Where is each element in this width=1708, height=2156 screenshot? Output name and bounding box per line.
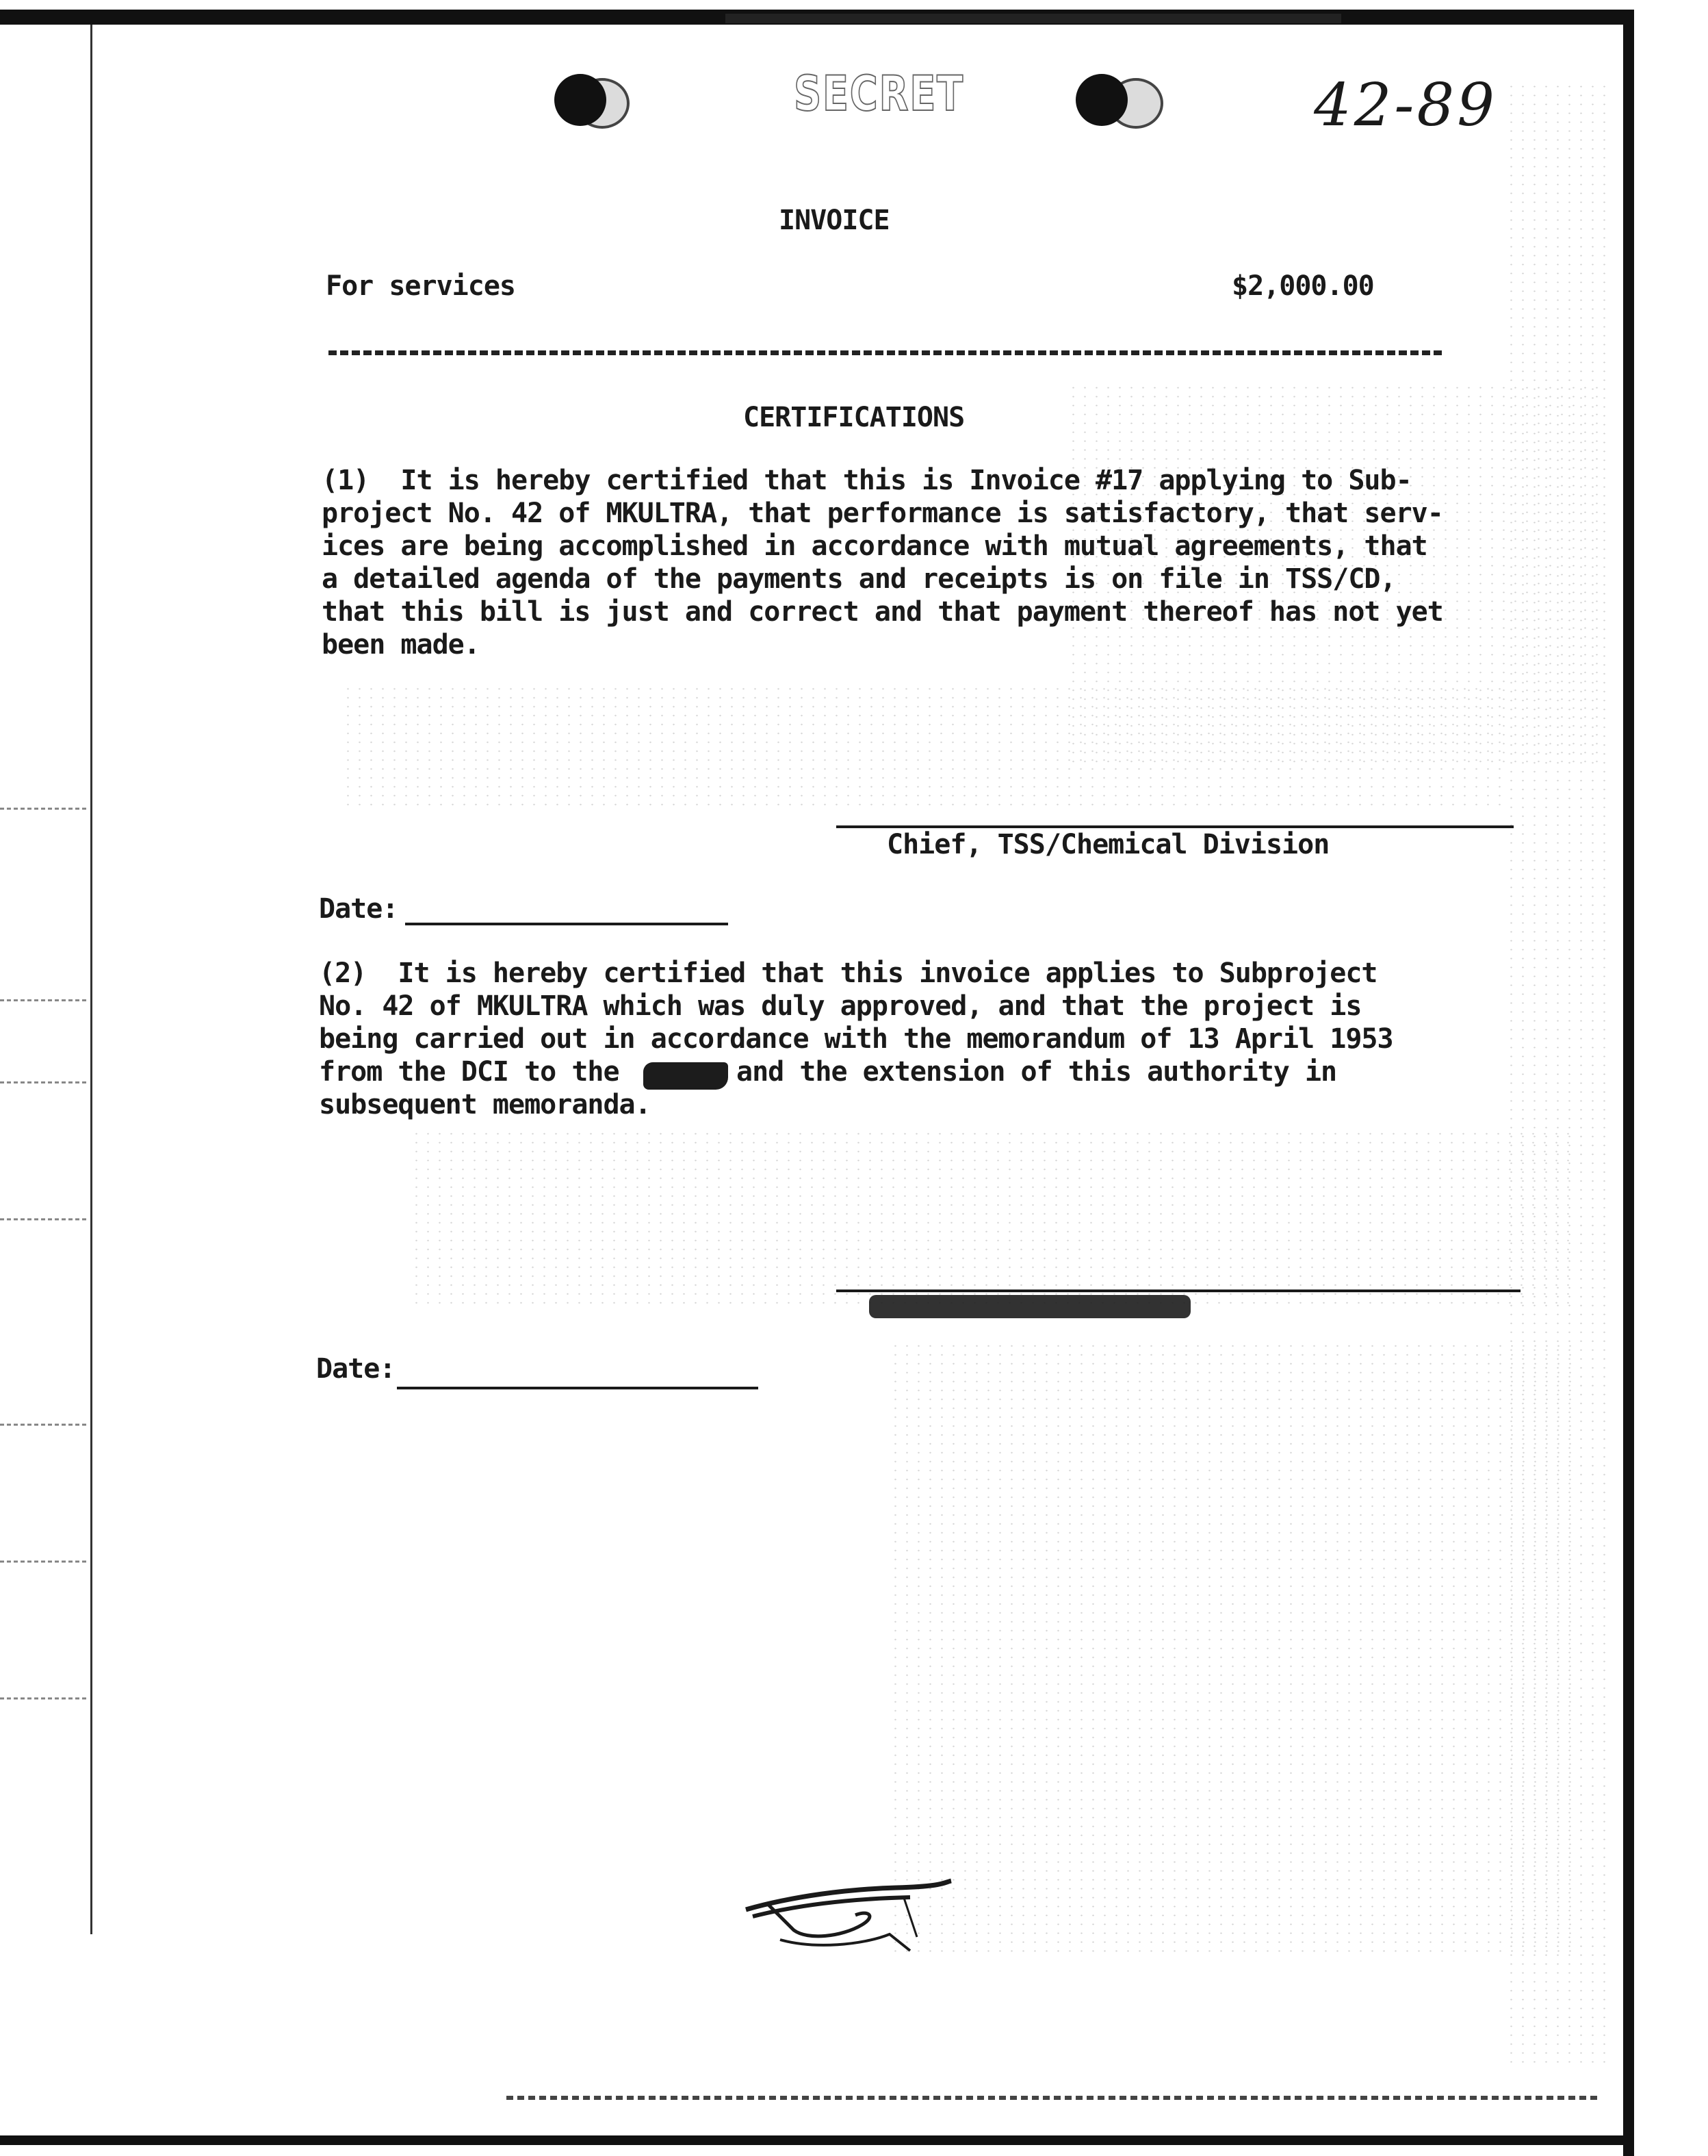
invoice-amount: $2,000.00 [1232, 270, 1374, 302]
punch-hole-right [1076, 74, 1128, 126]
cert2-line: and the extension of this authority in [736, 1056, 1337, 1088]
invoice-item-label: For services [326, 270, 515, 302]
scan-edge-right [1623, 10, 1634, 2156]
scan-edge-bottom [0, 2135, 1629, 2145]
cert2-line: from the DCI to the [319, 1056, 619, 1088]
punch-hole-left [554, 74, 606, 126]
certifications-heading: CERTIFICATIONS [743, 402, 965, 433]
margin-artifact [0, 1561, 89, 1563]
redaction-mark-inline [643, 1062, 728, 1090]
secret-stamp: SECRET [794, 66, 964, 122]
date-label-1: Date: [319, 893, 398, 925]
cert2-line: (2) It is hereby certified that this invoice applies to Subproject [319, 958, 1377, 989]
scan-bottom-dashes [506, 2096, 1601, 2100]
margin-artifact [0, 1697, 89, 1699]
date-line-2 [397, 1387, 758, 1389]
cert1-line: ices are being accomplished in accordance with mutual agreements, that [322, 530, 1427, 562]
margin-artifact [0, 1081, 89, 1083]
scan-noise [342, 684, 1505, 808]
margin-artifact [0, 1218, 89, 1220]
date-line-1 [405, 923, 728, 925]
cert1-line: been made. [322, 629, 480, 660]
cert2-line: subsequent memoranda. [319, 1089, 651, 1120]
margin-artifact [0, 999, 89, 1001]
redaction-mark-signature [869, 1295, 1191, 1318]
date-label-2: Date: [316, 1353, 396, 1385]
margin-artifact [0, 1424, 89, 1426]
scan-edge-top-shadow [725, 14, 1341, 23]
handwritten-file-number: 42-89 [1314, 71, 1497, 140]
signatory-title-1: Chief, TSS/Chemical Division [887, 829, 1330, 860]
scan-margin-line [90, 25, 92, 1934]
signature-line-2 [836, 1289, 1521, 1292]
cert2-line: No. 42 of MKULTRA which was duly approved, and that the project is [319, 990, 1362, 1022]
scan-noise [890, 1342, 1574, 1958]
handwritten-scribble [739, 1869, 958, 1958]
cert1-line: project No. 42 of MKULTRA, that performance is satisfactory, that serv- [322, 498, 1443, 529]
invoice-title: INVOICE [779, 205, 890, 236]
cert1-line: (1) It is hereby certified that this is Invoice #17 applying to Sub- [322, 465, 1412, 496]
scan-noise [1505, 82, 1608, 2067]
dashed-separator [328, 350, 1444, 355]
margin-artifact [0, 808, 89, 810]
cert1-line: a detailed agenda of the payments and receipts is on file in TSS/CD, [322, 563, 1396, 595]
cert1-line: that this bill is just and correct and that payment thereof has not yet [322, 596, 1443, 628]
scan-noise [411, 1129, 1574, 1307]
cert2-line: being carried out in accordance with the memorandum of 13 April 1953 [319, 1023, 1393, 1055]
